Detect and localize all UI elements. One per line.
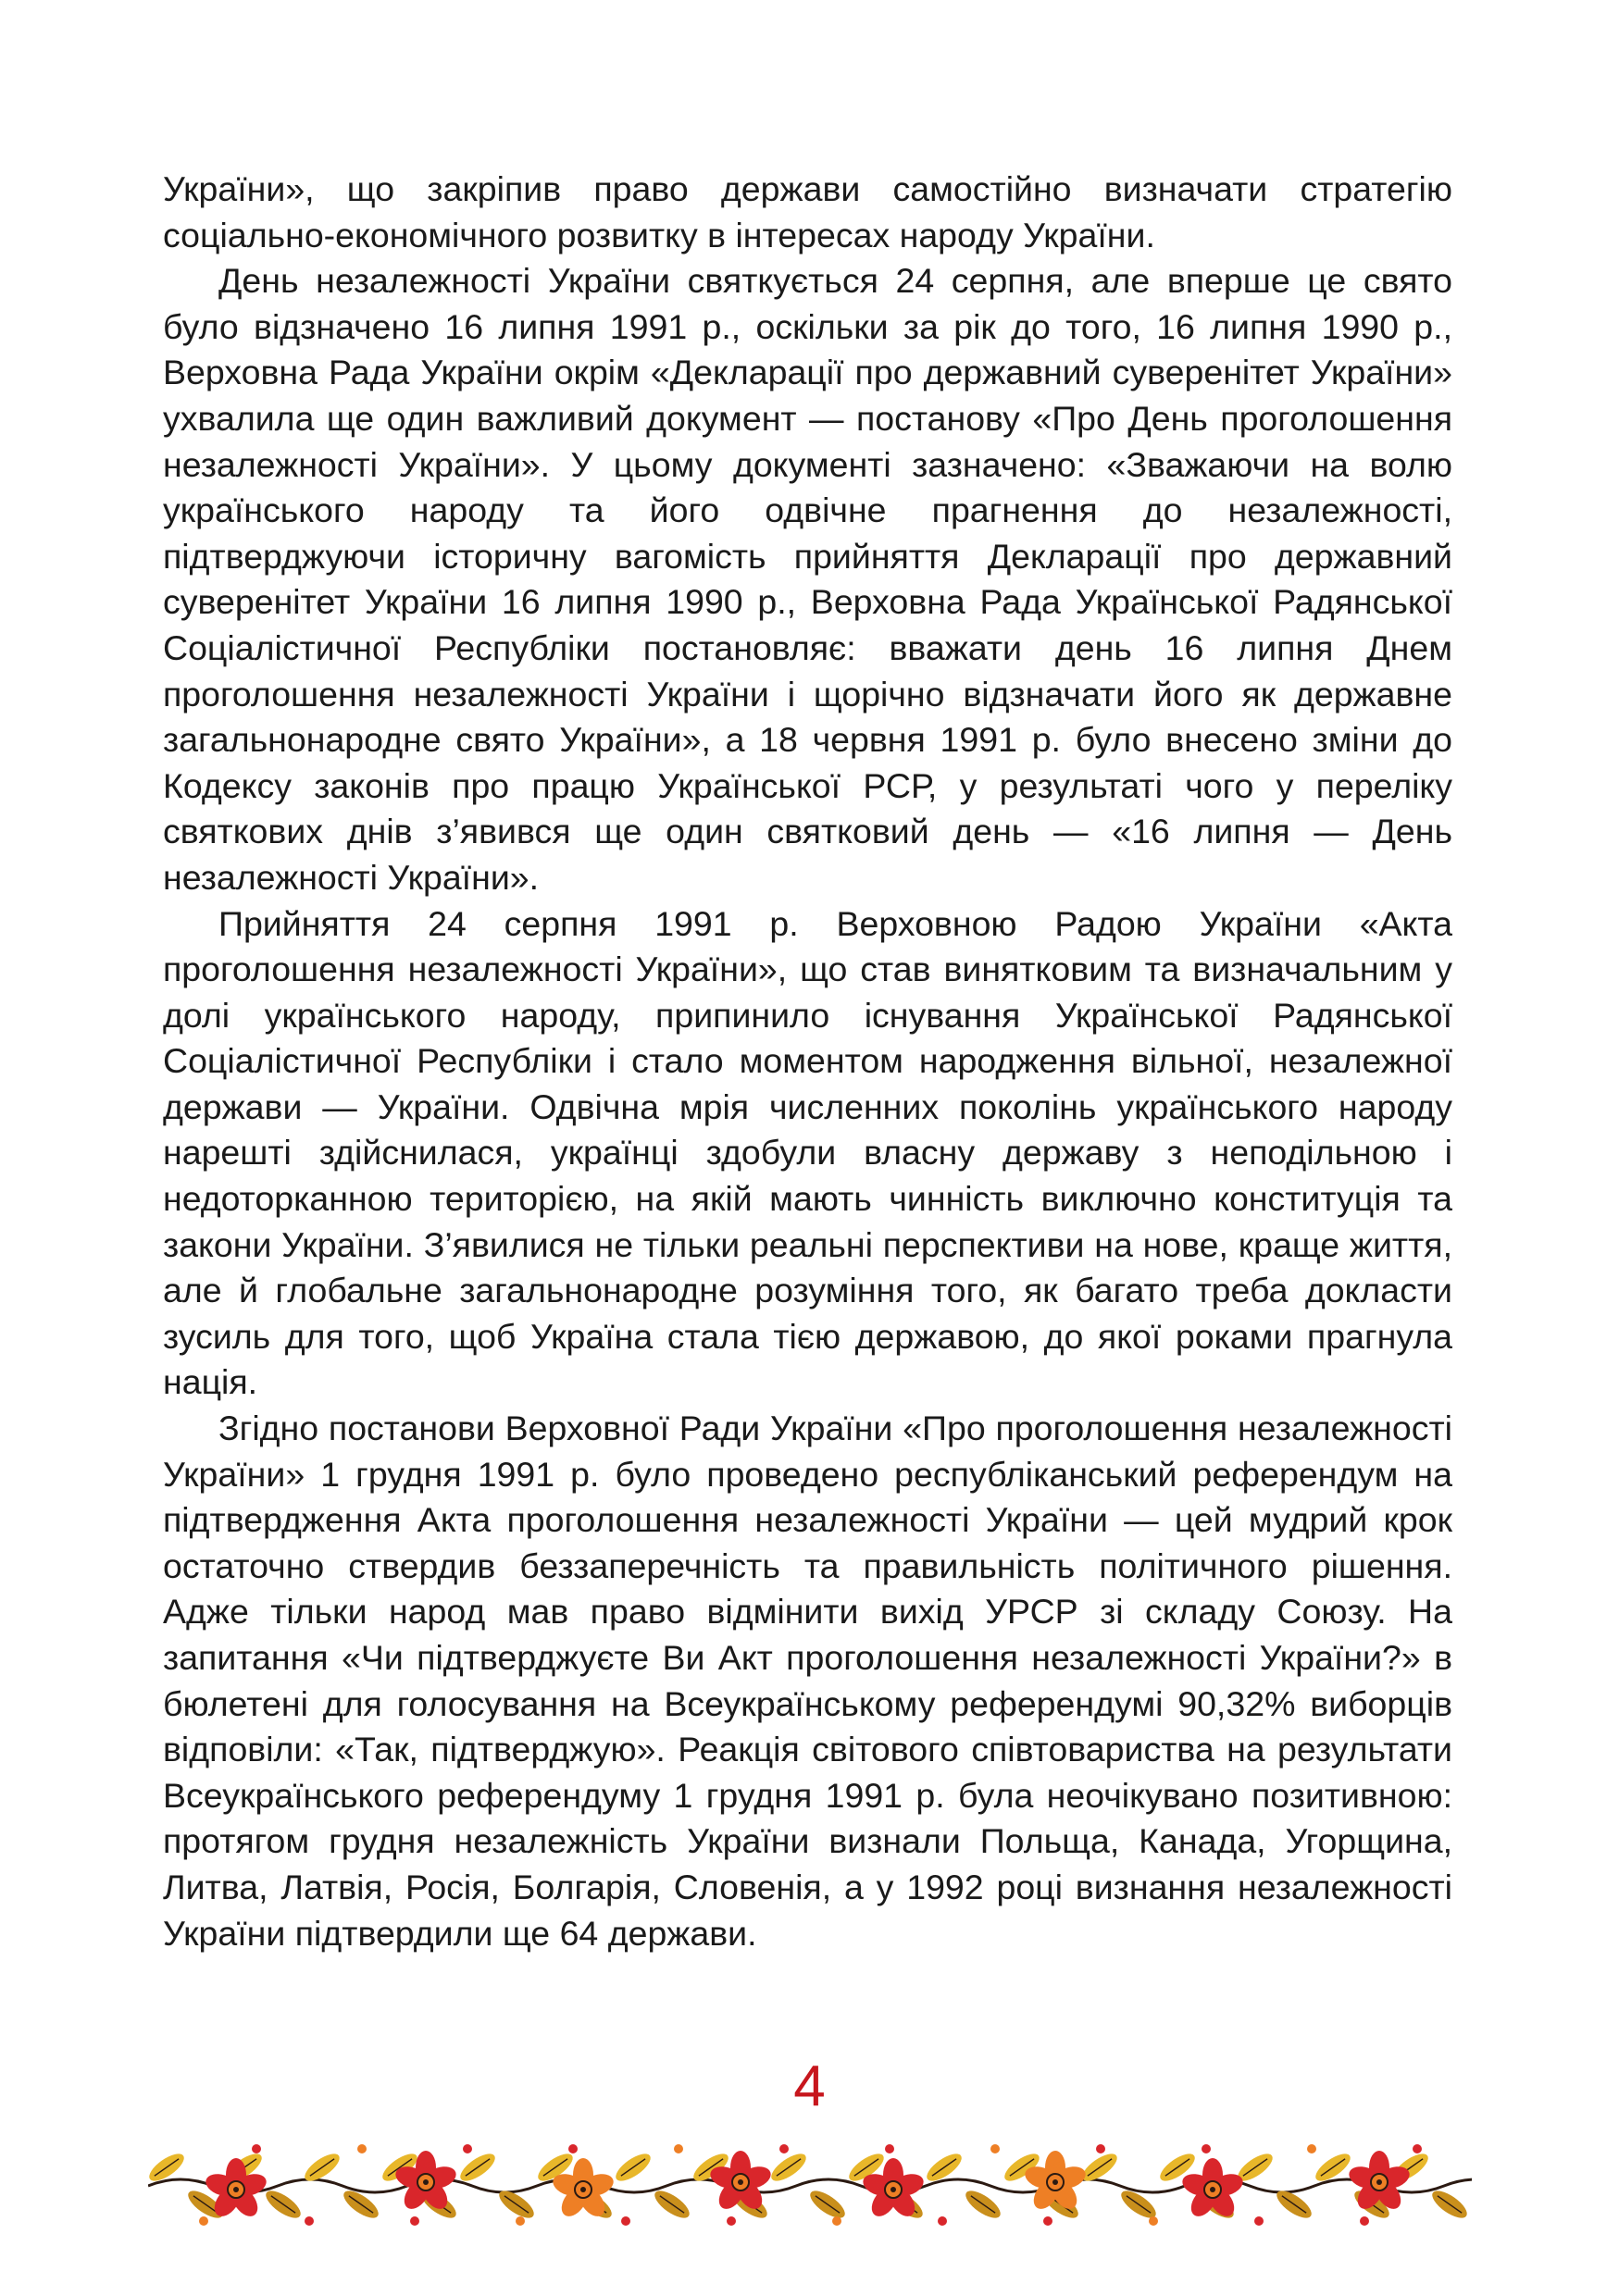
petrykivka-floral-border-icon: [148, 2128, 1472, 2240]
paragraph-4: Згідно постанови Верховної Ради України «Про проголошення незалежності України» 1 грудня 1991 р. було проведено республіканський референдум на підтвердження Акта проголошення незалежності України — цей мудрий крок остаточно ствердив беззаперечність та правильність політичного рішення. Адже тільки народ мав право відмінити вихід УРСР зі складу Союзу. На запитання «Чи підтверджуєте Ви Акт проголошення незалежності України?» в бюлетені для голосування на Всеукраїнському референдумі 90,32% виборців відповіли: «Так, підтверджую». Реакція світового співтовариства на результати Всеукраїнського референдуму 1 грудня 1991 р. була неочікувано позитивною: протягом грудня незалежність України визнали Польща, Канада, Угорщина, Литва, Латвія, Росія, Болгарія, Словенія, а у 1992 році визнання незалежності України підтвердили ще 64 держави.: [163, 1409, 1452, 1953]
text-body: [163, 167, 1452, 1956]
page-number: 4: [793, 2054, 826, 2118]
paragraph-3: Прийняття 24 серпня 1991 р. Верховною Радою України «Акта проголошення незалежності України», що став винятковим та визначальним у долі українського народу, припинило існування Української Радянської Соціалістичної Республіки і стало моментом народження вільної, незалежної держави — України. Одвічна мрія численних поколінь українського народу нарешті здійснилася, українці здобули власну державу з неподільною і недоторканною територією, на якій мають чинність виключно конституція та закони України. З’явилися не тільки реальні перспективи на нове, краще життя, але й глобальне загальнонародне розуміння того, як багато треба докласти зусиль для того, щоб Україна стала тією державою, до якої роками прагнула нація.: [163, 903, 1452, 1402]
paragraph-1: України», що закріпив право держави самостійно визначати стратегію соціально-економічного розвитку в інтересах народу України.: [163, 169, 1452, 254]
paragraph-2: День незалежності України святкується 24 серпня, але вперше це свято було відзначено 16 липня 1991 р., оскільки за рік до того, 16 липня 1990 р., Верховна Рада України окрім «Декларації про державний суверенітет України» ухвалила ще один важливий документ — постанову «Про День проголошення незалежності України». У цьому документі зазначено: «Зважаючи на волю українського народу та його одвічне прагнення до незалежності, підтверджуючи історичну вагомість прийняття Декларації про державний суверенітет України 16 липня 1990 р., Верховна Рада Української Радянської Соціалістичної Республіки постановляє: вважати день 16 липня Днем проголошення незалежності України і щорічно відзначати його як державне загальнонародне свято України», а 18 червня 1991 р. було внесено зміни до Кодексу законів про працю Української РСР, у результаті чого у переліку святкових днів з’явився ще один святковий день — «16 липня — День незалежності України».: [163, 261, 1452, 897]
